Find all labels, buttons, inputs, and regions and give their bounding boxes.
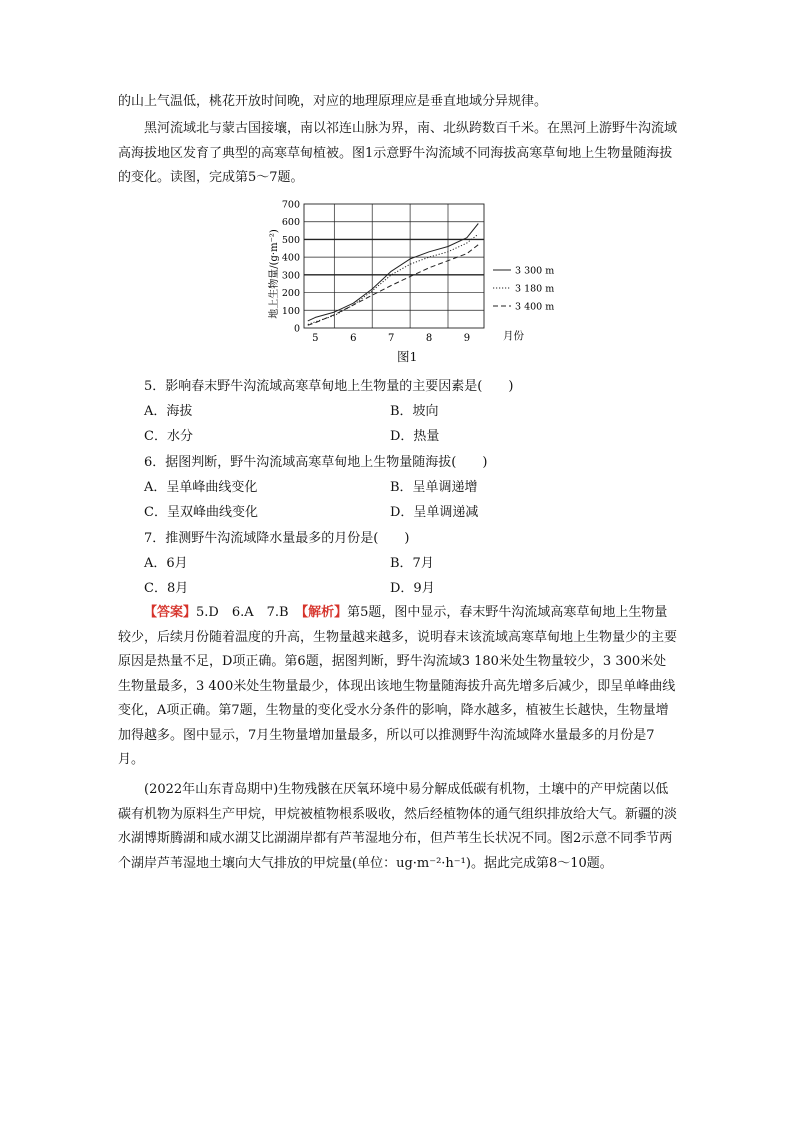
series-line-3 [308, 245, 479, 326]
q6-option-a: A．呈单峰曲线变化 [144, 480, 258, 495]
legend-label: 3 400 m [515, 301, 555, 313]
q5-option-c: C．水分 [144, 429, 193, 444]
analysis-text: 第5题，图中显示，春末野牛沟流域高寒草甸地上生物量较少，后续月份随着温度的升高，生物量越来越多，说明春末该流域高寒草甸地上生物量少的主要原因是热量不足，D项正确。第6题，据图判断，野牛沟流域3 180米处生物量较少，3 300米处生物量最多，3 400米处生物量最少，体现出该地生物量随海拔升高先增多后减少，即呈单峰曲线变化，A项正确。第7题，生物量的变化受水分条件的影响，降水越多，植被生长越快，生物量增加得越多。图中显示，7月生物量增加量最多，所以可以推测野牛沟流域降水量最多的月份是7月。 [118, 605, 678, 767]
q5-option-b: B．坡向 [390, 404, 439, 419]
y-tick-label: 300 [281, 270, 300, 282]
x-tick-label: 6 [350, 333, 357, 344]
answer-label: 【答案】 [144, 605, 197, 620]
y-axis-label: 地上生物量/(g·m⁻²) [269, 229, 280, 319]
x-tick-label: 8 [425, 333, 433, 344]
series-line-1 [308, 224, 479, 321]
legend-label: 3 300 m [515, 265, 555, 277]
figure-1-caption: 图1 [397, 349, 418, 364]
question-5-stem: 5．影响春末野牛沟流域高寒草甸地上生物量的主要因素是( ) [144, 379, 514, 394]
q7-option-b: B．7月 [390, 556, 434, 571]
x-tick-label: 5 [312, 333, 319, 344]
y-tick-label: 400 [281, 252, 300, 264]
x-tick-label: 9 [463, 333, 471, 344]
y-tick-label: 0 [293, 323, 300, 335]
analysis-label: 【解析】 [301, 605, 348, 620]
answer-values: 5.D 6.A 7.B [196, 605, 302, 620]
chart-grid [304, 204, 484, 328]
y-tick-label: 200 [281, 288, 300, 300]
legend-label: 3 180 m [515, 283, 555, 295]
plot-frame [304, 204, 484, 328]
question-7-stem: 7．推测野牛沟流域降水量最多的月份是( ) [144, 531, 410, 546]
q6-option-b: B．呈单调递增 [390, 480, 478, 495]
q5-option-d: D．热量 [390, 429, 440, 444]
q7-option-d: D．9月 [390, 581, 435, 596]
x-tick-label: 7 [387, 333, 395, 344]
intro-line: 的山上气温低，桃花开放时间晚，对应的地理原理应是垂直地域分异规律。 [118, 94, 548, 109]
y-tick-label: 700 [281, 199, 300, 211]
x-axis-label: 月份 [503, 330, 524, 342]
q6-option-d: D．呈单调递减 [390, 505, 479, 520]
figure-1-chart [262, 194, 562, 346]
passage-1: 黑河流域北与蒙古国接壤，南以祁连山脉为界，南、北纵跨数百千米。在黑河上游野牛沟流域高海拔地区发育了典型的高寒草甸植被。图1示意野牛沟流域不同海拔高寒草甸地上生物量随海拔的变化。读图，完成第5～7题。 [118, 121, 678, 185]
passage-2: (2022年山东青岛期中)生物残骸在厌氧环境中易分解成低碳有机物，土壤中的产甲烷菌以低碳有机物为原料生产甲烷，甲烷被植物根系吸收，然后经植物体的通气组织排放给大气。新疆的淡水湖博斯腾湖和咸水湖艾比湖湖岸都有芦苇湿地分布，但芦苇生长状况不同。图2示意不同季节两个湖岸芦苇湿地土壤向大气排放的甲烷量(单位：ug·m⁻²·h⁻¹)。据此完成第8～10题。 [118, 782, 678, 871]
y-tick-label: 600 [281, 217, 300, 229]
q7-option-c: C．8月 [144, 581, 189, 596]
y-tick-label: 500 [281, 234, 300, 246]
series-line-2 [308, 234, 479, 324]
chart-ticks [282, 200, 470, 345]
question-6-stem: 6．据图判断，野牛沟流域高寒草甸地上生物量随海拔( ) [144, 455, 488, 470]
y-tick-label: 100 [281, 305, 300, 317]
q6-option-c: C．呈双峰曲线变化 [144, 505, 258, 520]
answer-analysis [118, 601, 678, 773]
q7-option-a: A．6月 [144, 556, 188, 571]
q5-option-a: A．海拔 [144, 404, 193, 419]
chart-legend [493, 266, 554, 313]
